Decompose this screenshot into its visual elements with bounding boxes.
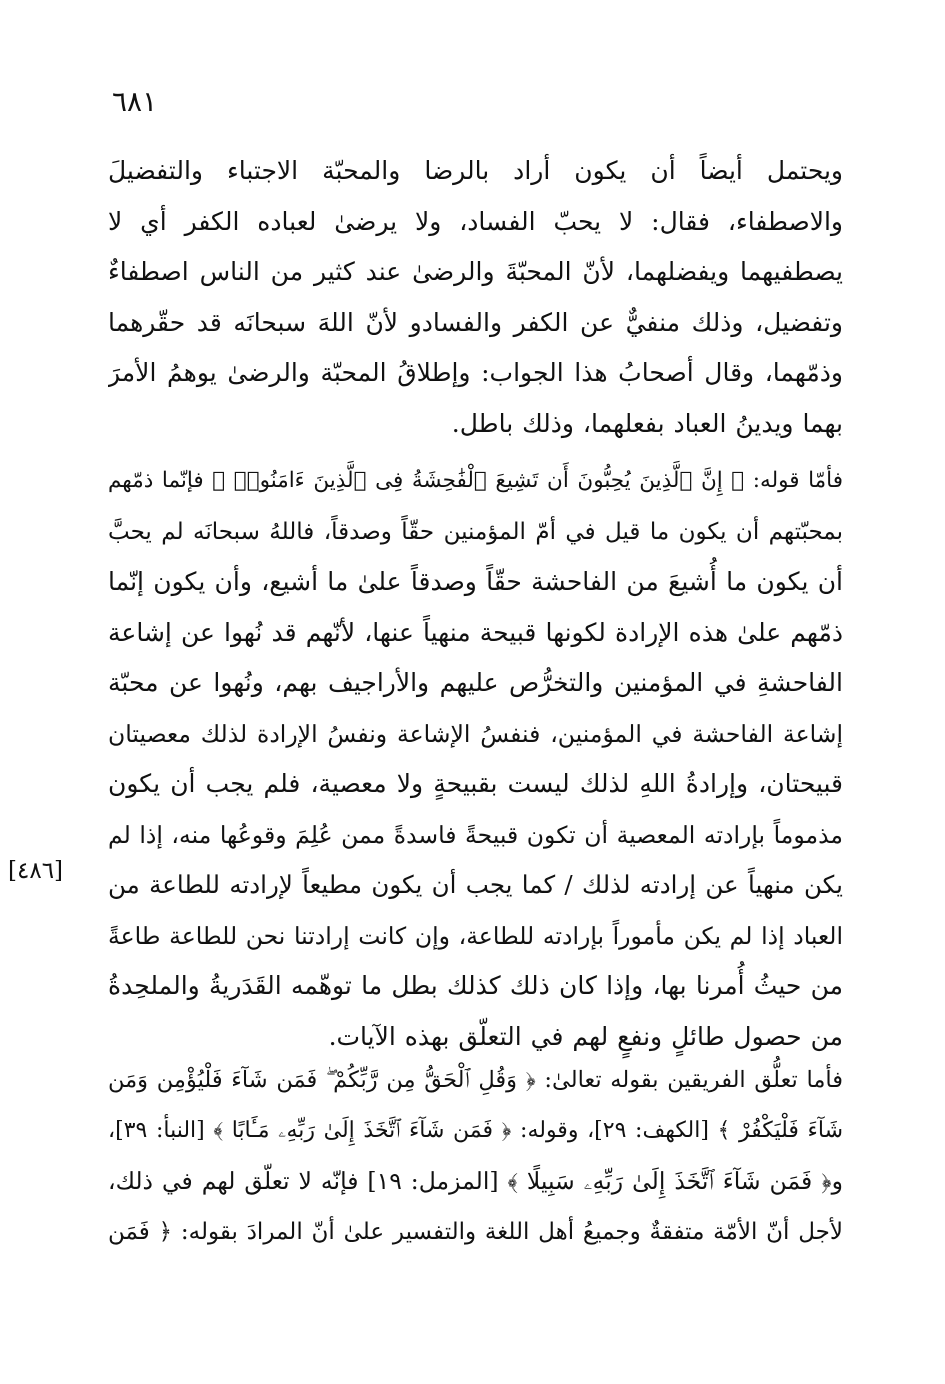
- text-line: من حصول طائلٍ ونفعٍ لهم في التعلّق بهذه الآيات.: [328, 1021, 843, 1051]
- paragraph-1: [108, 146, 843, 449]
- text-line: شَآءَ فَلْيَكْفُرْ ﴾ [الكهف: ٢٩]، وقوله: ﴿ فَمَن شَآءَ ٱتَّخَذَ إِلَىٰ رَبِّهِۦ مَـَٔابًا ﴾ [النبأ: ٣٩]،: [108, 1117, 843, 1143]
- text-line: والاصطفاء، فقال: لا يحبّ الفساد، ولا يرضىٰ لعباده الكفر أي لا: [108, 206, 843, 236]
- text-line: مذموماً بإرادته المعصية أن تكون قبيحةً فاسدةً ممن عُلِمَ وقوعُها منه، إذا لم: [108, 820, 843, 849]
- text-line: الفاحشةِ في المؤمنين والتخرُّص عليهم والأراجيف بهم، ونُهوا عن محبّة: [108, 668, 843, 697]
- text-line: إشاعة الفاحشة في المؤمنين، فنفسُ الإشاعة ونفسُ الإرادة لذلك معصيتان: [108, 719, 843, 748]
- text-line: العباد إذا لم يكن مأموراً بإرادته للطاعة، وإن كانت إرادتنا نحن للطاعة طاعةً: [108, 921, 843, 950]
- text-line: وتفضيل، وذلك منفيٌّ عن الكفر والفسادو لأنّ اللهَ سبحانَه قد حقّرهما: [108, 307, 843, 337]
- text-line: و﴿ فَمَن شَآءَ ٱتَّخَذَ إِلَىٰ رَبِّهِۦ سَبِيلًا ﴾ [المزمل: ١٩] فإنّه لا تعلّق لهم في ذلك،: [108, 1167, 843, 1195]
- text-line: ويحتمل أيضاً أن يكون أراد بالرضا والمحبّة الاجتباء والتفضيلَ: [108, 156, 843, 185]
- text-line: يصطفيهما ويفضلهما، لأنّ المحبّةَ والرضىٰ عند كثير من الناس اصطفاءٌ: [108, 257, 843, 286]
- margin-page-reference: [٤٨٦]: [8, 858, 64, 884]
- text-line: لأجل أنّ الأمّة متفقةٌ وجميعُ أهل اللغة والتفسير علىٰ أنّ المرادَ بقوله: ﴿ فَمَن: [108, 1218, 843, 1245]
- text-line: من حيثُ أُمرنا بها، وإذا كان ذلك كذلك بطل ما توهّمه القَدَريةُ والملحِدةُ: [108, 971, 843, 1000]
- text-line: يكن منهياً عن إرادته لذلك / كما يجب أن يكون مطيعاً لإرادته للطاعة من: [108, 870, 843, 899]
- text-line: قبيحتان، وإرادةُ اللهِ لذلك ليست بقبيحةٍ ولا معصية، فلم يجب أن يكون: [108, 769, 843, 798]
- text-line: فأما تعلُّق الفريقين بقوله تعالىٰ: ﴿ وَقُلِ ٱلْحَقُّ مِن رَّبِّكُمْ ۖ فَمَن شَآءَ فَلْيُؤْمِن وَمَن: [108, 1067, 843, 1093]
- paragraph-3: [108, 1055, 843, 1257]
- text-line: بمحبّتهم أن يكون ما قيل في أمّ المؤمنين حقّاً وصدقاً، فاللهُ سبحانَه لم يحبَّ: [108, 518, 843, 545]
- text-line: أن يكون ما أُشيعَ من الفاحشة حقّاً وصدقاً علىٰ ما أشيع، وأن يكون إنّما: [108, 567, 843, 596]
- text-line: فأمّا قوله: ﴿ إِنَّ ٱلَّذِينَ يُحِبُّونَ أَن تَشِيعَ ٱلْفَٰحِشَةُ فِى ٱلَّذِينَ ءَامَنُوا۟ ﴾ فإنّما ذمّهم: [108, 468, 843, 493]
- text-line: ذمّهم علىٰ هذه الإرادة لكونها قبيحة منهياً عنها، لأنّهم قد نُهوا عن إشاعة: [108, 617, 843, 647]
- page-number: ٦٨١: [112, 85, 158, 118]
- paragraph-2: [108, 456, 843, 1062]
- text-line: بهما ويدينُ العباد بفعلهما، وذلك باطل.: [451, 408, 843, 438]
- text-line: وذمّهما، وقال أصحابُ هذا الجواب: وإطلاقُ المحبّة والرضىٰ يوهمُ الأمرَ: [108, 358, 843, 387]
